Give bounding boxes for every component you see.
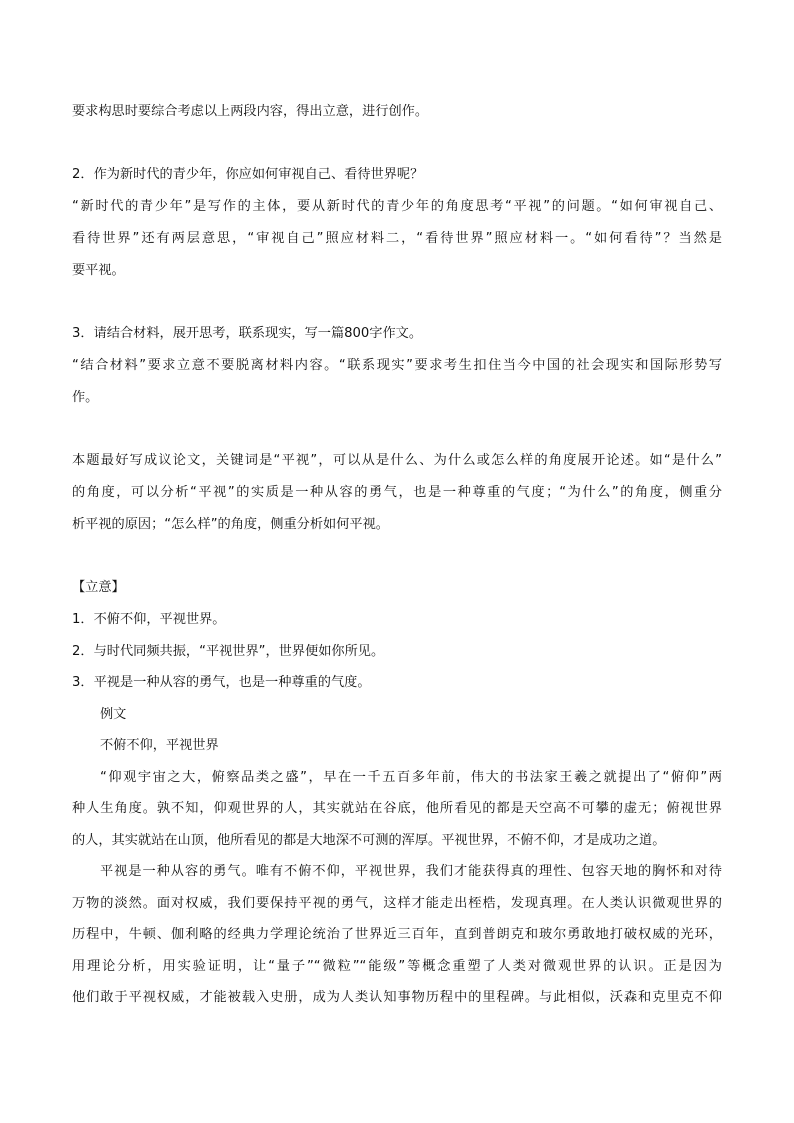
text-line: “新时代的青少年”是写作的主体，要从新时代的青少年的角度思考“平视”的问题。“如何审视自己、 xyxy=(72,199,722,214)
text-line: 析平视的原因；“怎么样”的角度，侧重分析如何平视。 xyxy=(72,517,389,532)
text-line: 用理论分析，用实验证明，让“量子”“微粒”“能级”等概念重塑了人类对微观世界的认识。正是因为 xyxy=(72,959,722,974)
text-line: 本题最好写成议论文，关键词是“平视”，可以从是什么、为什么或怎么样的角度展开论述。如“是什么” xyxy=(72,453,722,468)
text-line: 作。 xyxy=(72,390,99,405)
text-line: “结合材料”要求立意不要脱离材料内容。“联系现实”要求考生扣住当今中国的社会现实和国际形势写 xyxy=(72,358,722,373)
text-line: 要求构思时要综合考虑以上两段内容，得出立意，进行创作。 xyxy=(72,104,429,119)
text-line: 要平视。 xyxy=(72,263,125,278)
text-line: 历程中，牛顿、伽利略的经典力学理论统治了世界近三百年，直到普朗克和玻尔勇敢地打破权威的光环， xyxy=(72,927,722,942)
text-line: “仰观宇宙之大，俯察品类之盛”，早在一千五百多年前，伟大的书法家王羲之就提出了“俯仰”两 xyxy=(100,770,722,785)
question-heading: 2．作为新时代的青少年，你应如何审视自己、看待世界呢？ xyxy=(72,167,424,182)
text-line: 的角度，可以分析“平视”的实质是一种从容的勇气，也是一种尊重的气度；“为什么”的角度，侧重分 xyxy=(72,485,722,500)
text-line: 平视是一种从容的勇气。唯有不俯不仰，平视世界，我们才能获得真的理性、包容天地的胸怀和对待 xyxy=(100,864,722,879)
example-label: 例文 xyxy=(100,707,127,722)
text-line: 看待世界”还有两层意思，“审视自己”照应材料二，“看待世界”照应材料一。“如何看待”？当然是 xyxy=(72,231,722,246)
essay-title: 不俯不仰，平视世界 xyxy=(100,738,219,753)
list-item: 1．不俯不仰，平视世界。 xyxy=(72,612,226,627)
text-line: 种人生角度。孰不知，仰观世界的人，其实就站在谷底，他所看见的都是天空高不可攀的虚无；俯视世界 xyxy=(72,801,722,816)
list-item: 2．与时代同频共振，“平视世界”，世界便如你所见。 xyxy=(72,644,385,659)
text-line: 的人，其实就站在山顶，他所看见的都是大地深不可测的浑厚。平视世界，不俯不仰，才是成功之道。 xyxy=(72,833,666,848)
list-item: 3．平视是一种从容的勇气，也是一种尊重的气度。 xyxy=(72,675,371,690)
section-heading: 【立意】 xyxy=(72,580,125,595)
text-line: 他们敢于平视权威，才能被载入史册，成为人类认知事物历程中的里程碑。与此相似，沃森和克里克不仰 xyxy=(72,990,722,1005)
text-line: 万物的淡然。面对权威，我们要保持平视的勇气，这样才能走出桎梏，发现真理。在人类认识微观世界的 xyxy=(72,896,722,911)
question-heading: 3．请结合材料，展开思考，联系现实，写一篇800字作文。 xyxy=(72,326,423,341)
